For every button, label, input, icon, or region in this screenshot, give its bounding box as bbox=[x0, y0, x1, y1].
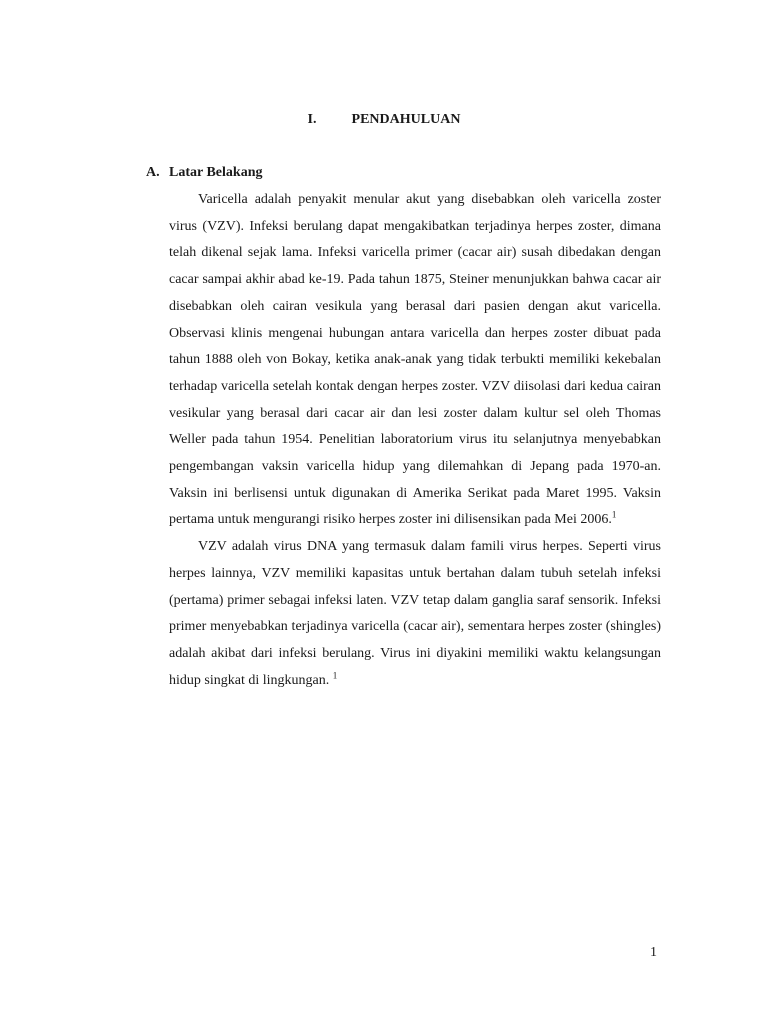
section-title: Latar Belakang bbox=[169, 165, 263, 180]
paragraph-1-text: Varicella adalah penyakit menular akut yang disebabkan oleh varicella zoster virus (VZV). Infeksi berulang dapat mengakibatkan terjadinya herpes zoster, dimana telah dikenal sejak lama. Infeksi varicella primer (cacar air) susah dibedakan dengan cacar sampai akhir abad ke-19. Pada tahun 1875, Steiner menunjukkan bahwa cacar air disebabkan oleh cairan vesikula yang berasal dari pasien dengan akut varicella. Observasi klinis mengenai hubungan antara varicella dan herpes zoster dibuat pada tahun 1888 oleh von Bokay, ketika anak-anak yang tidak terbukti memiliki kekebalan terhadap varicella setelah kontak dengan herpes zoster. VZV diisolasi dari kedua cairan vesikular yang berasal dari cacar air dan lesi zoster dalam kultur sel oleh Thomas Weller pada tahun 1954. Penelitian laboratorium virus itu selanjutnya menyebabkan pengembangan vaksin varicella hidup yang dilemahkan di Jepang pada 1970-an. Vaksin ini berlisensi untuk digunakan di Amerika Serikat pada Maret 1995. Vaksin pertama untuk mengurangi risiko herpes zoster ini dilisensikan pada Mei 2006. bbox=[169, 192, 661, 528]
body-text bbox=[169, 187, 661, 694]
chapter-heading bbox=[0, 110, 768, 130]
section-letter: A. bbox=[146, 165, 160, 180]
chapter-title: PENDAHULUAN bbox=[351, 112, 461, 127]
page-number: 1 bbox=[650, 945, 657, 960]
chapter-number: I. bbox=[307, 112, 317, 127]
paragraph-1 bbox=[169, 187, 661, 534]
section-heading bbox=[146, 163, 262, 183]
paragraph-2 bbox=[169, 534, 661, 694]
paragraph-2-text: VZV adalah virus DNA yang termasuk dalam famili virus herpes. Seperti virus herpes lainnya, VZV memiliki kapasitas untuk bertahan dalam tubuh setelah infeksi (pertama) primer sebagai infeksi laten. VZV tetap dalam ganglia saraf sensorik. Infeksi primer menyebabkan terjadinya varicella (cacar air), sementara herpes zoster (shingles) adalah akibat dari infeksi berulang. Virus ini diyakini memiliki waktu kelangsungan hidup singkat di lingkungan. bbox=[169, 539, 661, 688]
footnote-ref: 1 bbox=[611, 509, 617, 520]
footnote-ref: 1 bbox=[332, 670, 338, 680]
